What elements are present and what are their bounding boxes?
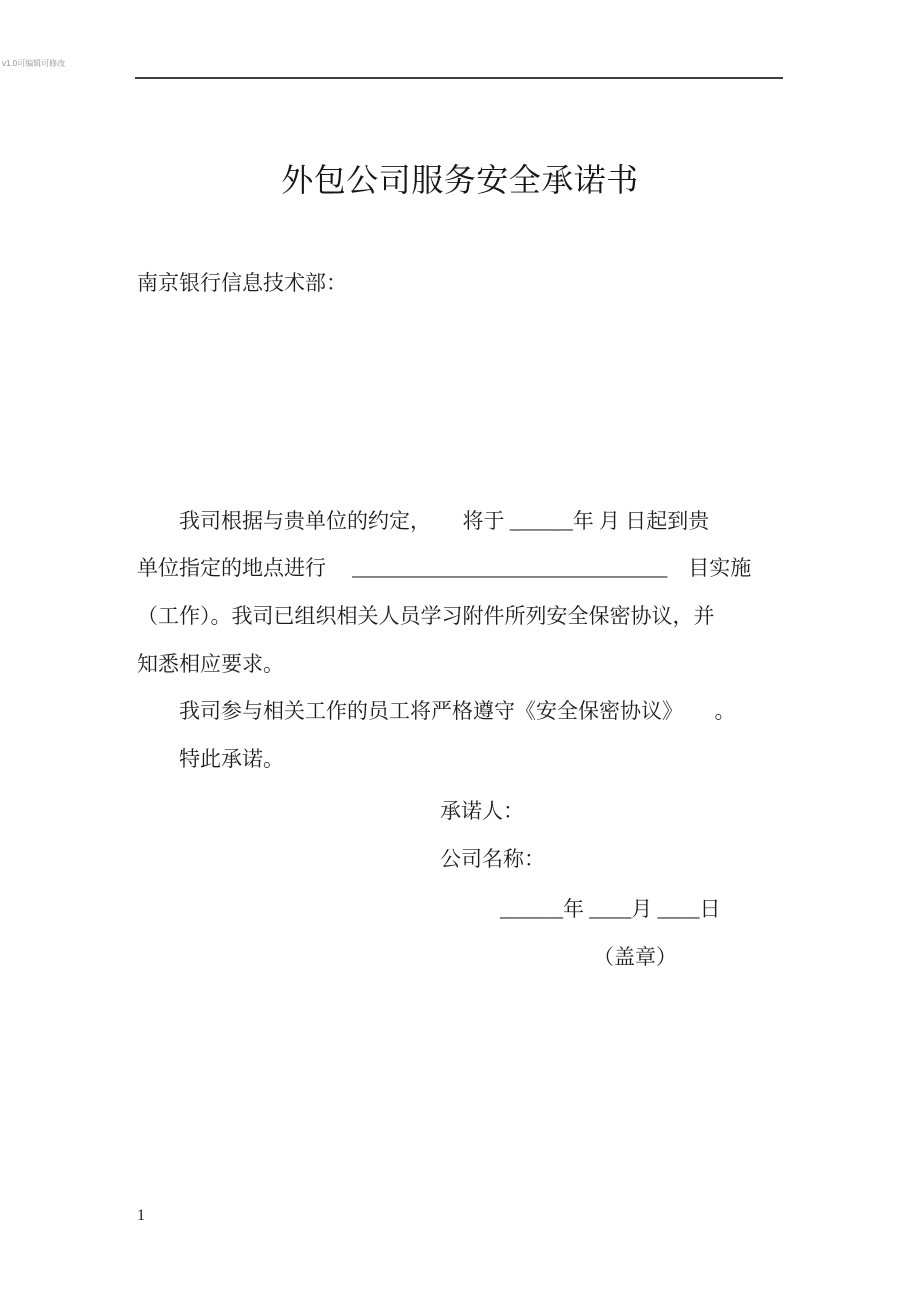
- body-line: 我司根据与贵单位的约定， 将于 ______年 月 日起到贵: [179, 508, 710, 533]
- signature-date-line: ______年 ____月 ____日: [500, 897, 721, 921]
- salutation: 南京银行信息技术部：: [137, 271, 347, 295]
- body-line: 我司参与相关工作的员工将严格遵守《安全保密协议》 。: [179, 699, 736, 724]
- signature-promiser-label: 承诺人：: [440, 799, 524, 823]
- body-line: 单位指定的地点进行 ______________________________ 目实施: [137, 556, 752, 581]
- body-line: 知悉相应要求。: [137, 651, 284, 676]
- version-note: v1.0可编辑可修改: [2, 59, 66, 68]
- page-number: 1: [137, 1207, 145, 1224]
- header-divider: [135, 77, 783, 79]
- signature-seal-label: （盖章）: [593, 945, 677, 969]
- signature-company-label: 公司名称：: [440, 847, 545, 871]
- document-title: 外包公司服务安全承诺书: [281, 162, 639, 198]
- body-line: 特此承诺。: [179, 746, 284, 771]
- body-line: （工作）。我司已组织相关人员学习附件所列安全保密协议，并: [137, 603, 715, 628]
- body-paragraphs: [137, 355, 789, 783]
